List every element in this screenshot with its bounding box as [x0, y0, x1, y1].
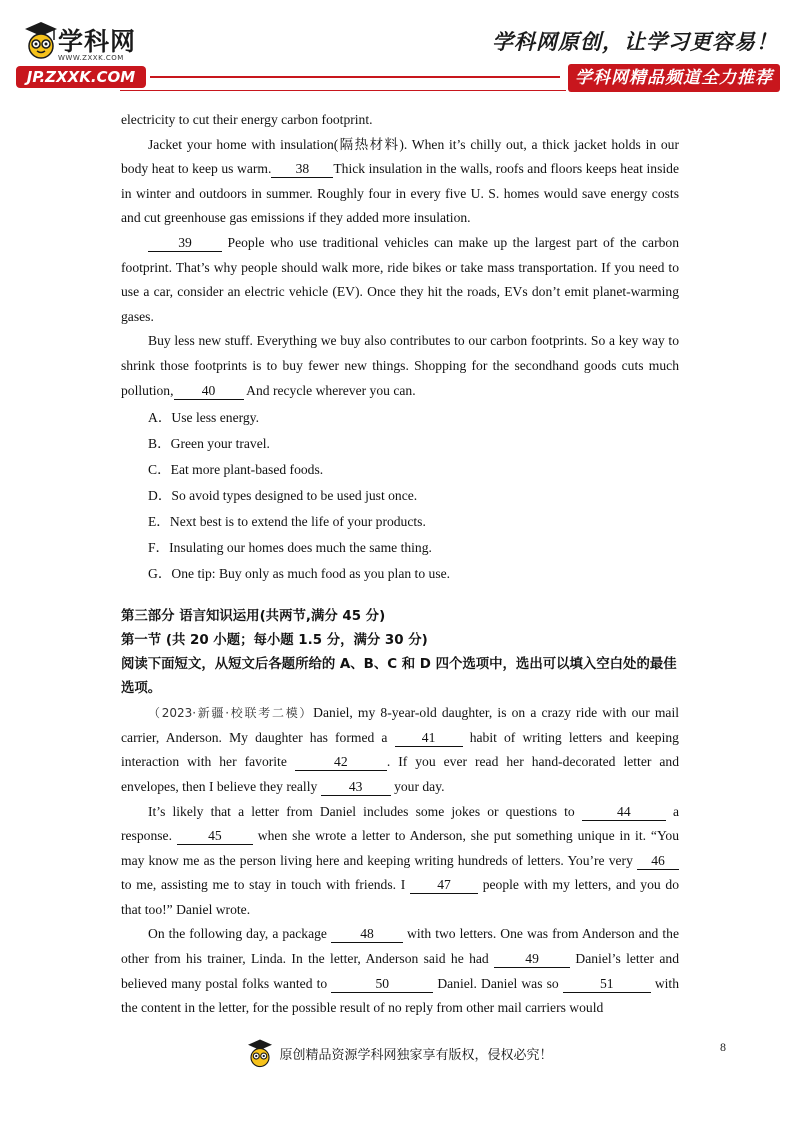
blank-49: 49: [494, 950, 570, 968]
paragraph: [121, 231, 679, 329]
text: your day.: [390, 778, 445, 794]
blank-46: 46: [637, 852, 679, 870]
blank-51: 51: [563, 975, 651, 993]
text: to me, assisting me to stay in touch with friends. I: [121, 877, 410, 893]
paragraph: [121, 133, 679, 231]
paragraph: [121, 922, 679, 1020]
blank-39: 39: [148, 234, 222, 252]
source-tag: （2023·新疆·校联考二模）: [148, 706, 314, 721]
page-footer: [0, 1038, 800, 1073]
paragraph: [121, 329, 679, 403]
text: It’s likely that a letter from Daniel includes some jokes or questions to: [148, 803, 582, 819]
blank-50: 50: [331, 975, 433, 993]
blank-43: 43: [321, 778, 391, 796]
blank-47: 47: [410, 876, 478, 894]
page-number: 8: [720, 1040, 726, 1054]
owl-mascot-icon: [247, 1038, 273, 1068]
site-logo[interactable]: [24, 20, 154, 90]
section-heading: 第三部分 语言知识运用(共两节,满分 45 分): [121, 609, 386, 625]
option-item: B．Green your travel.: [148, 436, 270, 452]
text: . If you ever read her hand-decorated letter and envelopes, then I believe they really: [121, 754, 679, 794]
option-item: F．Insulating our homes does much the same thing.: [148, 540, 432, 556]
option-item: A．Use less energy.: [148, 410, 259, 426]
text: On the following day, a package: [148, 926, 331, 942]
option-item: C．Eat more plant-based foods.: [148, 462, 324, 478]
instruction-text: 阅读下面短文，从短文后各题所给的 A、B、C 和 D 四个选项中，选出可以填入空白处的最佳选项。: [121, 657, 677, 697]
subsection-heading: 第一节 (共 20 小题；每小题 1.5 分，满分 30 分): [121, 633, 428, 649]
paragraph: [121, 701, 679, 799]
logo-title: 学科网: [58, 27, 137, 56]
recommend-banner[interactable]: 学科网精品频道全力推荐: [568, 64, 780, 92]
logo-url-small: WWW.ZXXK.COM: [58, 54, 124, 62]
logo-url-badge[interactable]: JP.ZXXK.COM: [16, 66, 146, 88]
text: people with my letters, and you do that too!” Daniel wrote.: [121, 877, 679, 917]
text: habit of writing letters and keeping interaction with her favorite: [121, 729, 679, 770]
blank-42: 42: [295, 753, 387, 771]
text: Daniel, my 8-year-old daughter, is on a crazy ride with our mail carrier, Anderson. My daughter has formed a: [121, 705, 680, 745]
page-header: [0, 0, 800, 100]
blank-41: 41: [395, 729, 463, 747]
text: Buy less new stuff. Everything we buy also contributes to our carbon footprints. So a key way to shrink those footprints is to buy fewer new things. Shopping for the secondhand goods cuts much pollution,: [121, 333, 679, 398]
blank-44: 44: [582, 803, 666, 821]
page-content: [121, 108, 679, 1021]
blank-45: 45: [177, 827, 253, 845]
option-item: G．One tip: Buy only as much food as you plan to use.: [148, 566, 451, 582]
text: with two letters. One was from Anderson and the other from his trainer, Linda. In the letter, Anderson said he had: [121, 926, 679, 967]
text: electricity to cut their energy carbon footprint.: [121, 112, 373, 127]
copyright-text: 原创精品资源学科网独家享有版权，侵权必究！: [279, 1047, 553, 1063]
text: Jacket your home with insulation(隔热材料). When it’s chilly out, a thick jacket holds in our body heat to keep us warm.: [121, 136, 679, 177]
text: And recycle wherever you can.: [243, 382, 416, 398]
text: People who use traditional vehicles can make up the largest part of the carbon footprint. That’s why people should walk more, ride bikes or take mass transportation. If you need to use a car, consider an electric vehicle (EV). Once they hit the roads, EVs don’t emit planet-warming gases.: [121, 234, 679, 324]
text: Thick insulation in the walls, roofs and floors keeps heat inside in winter and outdoors in summer. Roughly four in every five U. S. homes would save energy costs and cut greenhouse gas emissions if they added more insulation.: [121, 161, 679, 226]
blank-40: 40: [174, 382, 244, 400]
text: Daniel’s letter and believed many postal folks wanted to: [121, 951, 679, 991]
blank-38: 38: [271, 160, 333, 178]
text: with the content in the letter, for the possible result of no reply from other mail carriers would: [121, 975, 679, 1016]
option-item: D．So avoid types designed to be used just once.: [148, 488, 418, 504]
header-divider-thin: [120, 90, 566, 91]
header-slogan: 学科网原创，让学习更容易！: [492, 29, 778, 54]
option-item: E．Next best is to extend the life of your products.: [148, 514, 426, 530]
owl-mascot-icon: [24, 20, 58, 60]
text: Daniel. Daniel was so: [433, 975, 563, 991]
text: when she wrote a letter to Anderson, she put something unique in it. “You may know me as the person living here and keeping writing hundreds of letters. You’re very: [121, 828, 679, 868]
paragraph: [121, 800, 679, 923]
blank-48: 48: [331, 925, 403, 943]
paragraph: [121, 108, 679, 133]
option-list: [121, 405, 679, 587]
text: a response.: [121, 803, 679, 844]
header-divider: [150, 76, 560, 78]
